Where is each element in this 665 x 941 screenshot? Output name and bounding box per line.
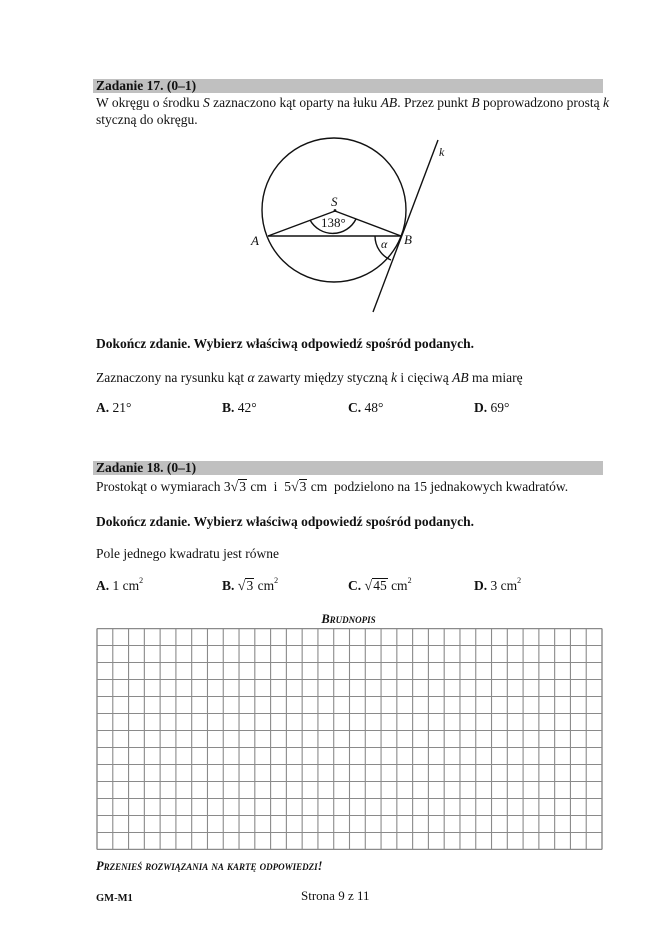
intro-text: . Przez punkt [397, 95, 472, 110]
question-text: zawarty między styczną [254, 370, 391, 385]
task-17-intro-line2: styczną do okręgu. [96, 112, 198, 127]
task-17-answer-b[interactable] [222, 399, 257, 416]
answer-unit: cm [500, 578, 518, 593]
answer-value: 69° [490, 400, 510, 415]
dim1-coefficient: 3 [223, 479, 231, 494]
answer-unit: cm [257, 578, 275, 593]
answer-exponent: 2 [139, 576, 144, 585]
dim2-radicand: 3 [299, 479, 307, 494]
task-18-title: Zadanie 18. (0–1) [96, 460, 197, 475]
task-17-question [96, 369, 523, 386]
task-18-question: Pole jednego kwadratu jest równe [96, 546, 279, 561]
task-18-intro [96, 478, 568, 496]
answer-letter: B. [222, 400, 235, 415]
task-17-title: Zadanie 17. (0–1) [96, 78, 197, 93]
answer-value: 1 [112, 578, 120, 593]
intro-text: zaznaczono kąt oparty na łuku [209, 95, 381, 110]
answer-sqrt: √3 [237, 578, 254, 594]
task-18-instruction: Dokończ zdanie. Wybierz właściwą odpowiedź spośród podanych. [96, 514, 475, 529]
answer-value: 42° [237, 400, 257, 415]
intro-var-k: k [603, 95, 610, 110]
task-17-answer-d[interactable] [474, 399, 509, 416]
intro-var-s: S [203, 95, 210, 110]
answer-exponent: 2 [274, 576, 279, 585]
answer-value: 48° [364, 400, 384, 415]
task-17-answer-a[interactable] [96, 399, 131, 416]
label-k: k [439, 145, 445, 159]
task-18-header [93, 461, 603, 475]
answer-value: 3 [490, 578, 498, 593]
label-s: S [331, 194, 338, 209]
footer-page-number: Strona 9 z 11 [301, 888, 370, 903]
answer-exponent: 2 [517, 576, 522, 585]
question-text: Zaznaczony na rysunku kąt [96, 370, 248, 385]
answer-sqrt: √45 [364, 578, 387, 594]
question-var-k: k [390, 370, 397, 385]
dim2-coefficient: 5 [284, 479, 291, 494]
answer-letter: A. [96, 578, 110, 593]
task-17-instruction: Dokończ zdanie. Wybierz właściwą odpowiedź spośród podanych. [96, 336, 475, 351]
center-point-s [334, 209, 337, 212]
answer-value: 21° [112, 400, 132, 415]
answer-exponent: 2 [407, 576, 412, 585]
label-alpha: α [381, 237, 388, 251]
answer-unit: cm [122, 578, 140, 593]
question-var-ab: AB [452, 370, 469, 385]
intro-text: podzielono na 15 jednakowych kwadratów. [334, 479, 569, 494]
intro-var-ab: AB [380, 95, 398, 110]
answer-letter: D. [474, 400, 488, 415]
dim1-unit: cm [250, 479, 267, 494]
intro-text: poprowadzono prostą [479, 95, 604, 110]
scratch-grid[interactable] [96, 628, 603, 850]
task-17-answer-c[interactable] [348, 399, 383, 416]
question-text: i cięciwą [396, 370, 453, 385]
central-angle-value: 138° [321, 215, 346, 230]
answer-letter: D. [474, 578, 488, 593]
task-18-answer-a[interactable] [96, 577, 143, 594]
footer-code: GM-M1 [96, 893, 133, 904]
question-var-alpha: α [247, 370, 255, 385]
tangent-line-k [373, 140, 438, 312]
question-text: ma miarę [468, 370, 523, 385]
answer-letter: A. [96, 400, 110, 415]
dim1-radicand: 3 [239, 479, 247, 494]
intro-text: Prostokąt o wymiarach [96, 479, 224, 494]
intro-var-b: B [471, 95, 480, 110]
answer-letter: C. [348, 578, 362, 593]
task-18-answer-c[interactable] [348, 577, 412, 595]
task-18-answer-b[interactable] [222, 577, 278, 595]
transfer-notice: Przenieś rozwiązania na kartę odpowiedzi! [96, 859, 323, 873]
answer-letter: C. [348, 400, 362, 415]
answer-letter: B. [222, 578, 235, 593]
conjunction: i [273, 479, 278, 494]
dim2-unit: cm [310, 479, 328, 494]
intro-text: W okręgu o środku [96, 95, 203, 110]
answer-unit: cm [391, 578, 408, 593]
dim2-sqrt: √3 [290, 479, 307, 495]
task-18-answer-d[interactable] [474, 577, 521, 594]
label-b: B [404, 232, 412, 247]
dim1-sqrt: √3 [230, 479, 247, 495]
answer-radicand: 3 [246, 578, 254, 593]
answer-radicand: 45 [373, 578, 387, 593]
label-a: A [251, 233, 259, 248]
scratch-title: Brudnopis [321, 612, 376, 626]
